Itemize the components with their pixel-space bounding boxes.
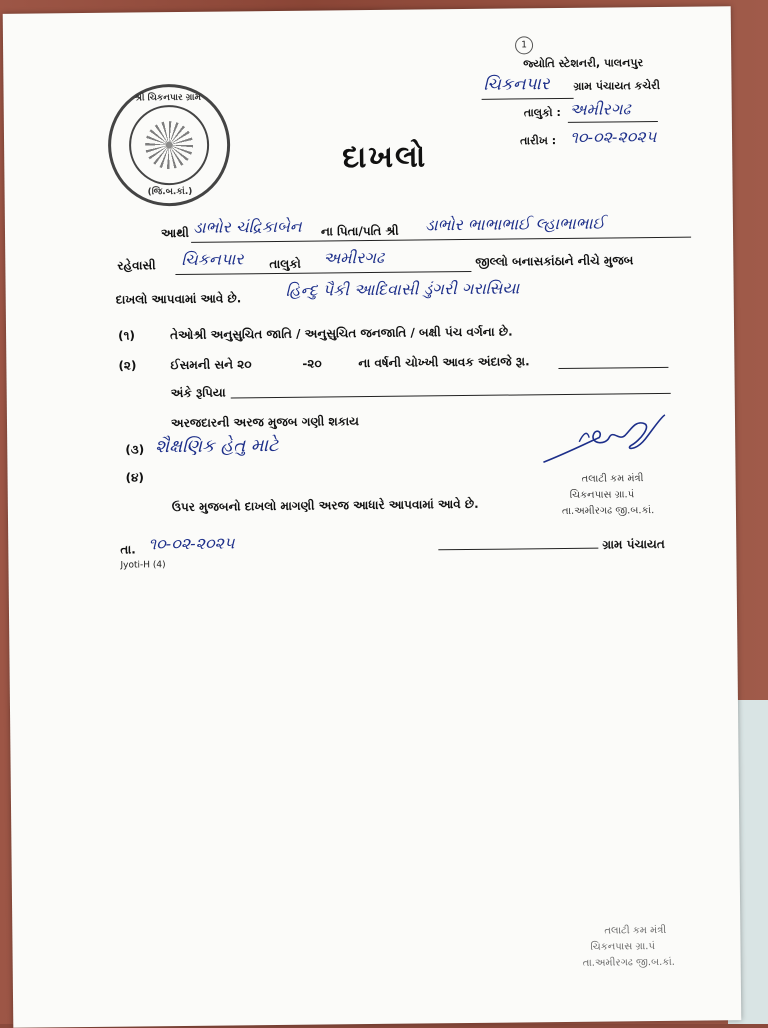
amount-in-words-label: અંકે રૂપિયા [170,385,226,401]
signatory-line-3: તા.અમીરગઢ જી.બ.કાં. [561,505,655,518]
issued-text: ઉપર મુજબનો દાખલો માગણી અરજ આધારે આપવામાં આવે છે. [171,496,479,515]
stationery-name: જ્યોતિ સ્ટેશનરી, પાલનપુર [523,56,644,71]
signatory-line-1: તલાટી કમ મંત્રી [581,473,644,485]
resident-handwritten: ચિકનપાર [181,249,244,269]
panchayat-line [438,548,598,551]
lower-signatory-line-1: તલાટી કમ મંત્રી [604,924,667,937]
page-number: 1 [515,36,533,54]
certificate-given-text: દાખલો આપવામાં આવે છે. [115,291,242,307]
purpose-handwritten: શૈક્ષણિક હેતુ માટે [155,434,279,458]
signatory-line-2: ચિકનપાસ ગ્રા.પં [569,489,635,501]
village-handwritten: ચિકનપાર [483,74,550,95]
date-handwritten: ૧૦-૦૨-૨૦૨૫ [569,127,657,147]
footer-date-handwritten: ૧૦-૦૨-૨૦૨૫ [148,533,235,554]
item-2-text-a: ઈસમની સને ૨૦ [170,357,252,373]
stamp-ring-top: શ્રી ચિકનપાર ગ્રામ [134,92,201,104]
amount-in-words-line [231,393,671,399]
item-1-text: તેઓશ્રી અનુસુચિત જાતિ / અનુસુચિત જનજાતિ / બક્ષી પંચ વર્ગના છે. [170,324,513,343]
applicant-name-handwritten: ડાભોર ચંદ્રિકાબેન [192,216,302,237]
item-2-number: (૨) [118,358,137,373]
lower-signatory-line-3: તા.અમીરગઢ જી.બ.કાં. [582,956,676,969]
gram-panchayat-office: ગ્રામ પંચાયત કચેરી [573,78,661,93]
form-code: Jyoti-H (4) [120,560,166,571]
item-2-text-b: -૨૦ [302,356,322,371]
body-prefix: આથી [160,225,189,241]
item-4-number: (૪) [125,470,145,485]
footer-date-label: તા. [120,542,136,557]
stamp-ring-bottom: (જિ.બ.કાં.) [147,186,193,198]
resident-label: રહેવાસી [117,258,156,273]
item-1-number: (૧) [118,328,136,343]
item-3-number: (૩) [125,442,145,457]
name-line [191,237,691,243]
relation-label: ના પિતા/પતિ શ્રી [320,223,399,239]
district-text: જીલ્લો બનાસકાંઠાને નીચે મુજબ [475,253,634,269]
village-line [482,98,574,100]
taluka-label: તાલુકો : [523,106,561,120]
income-line [558,367,668,369]
gram-panchayat-label: ગ્રામ પંચાયત [602,536,665,552]
date-label: તારીખ : [520,134,557,148]
lower-signatory-line-2: ચિકનપાસ ગ્રા.પં [590,941,655,953]
page-title: દાખલો [342,139,428,176]
taluka-line [568,121,658,123]
resident-line [175,271,471,275]
community-handwritten: હિન્દુ પૈકી આદિવાસી ડુંગરી ગરાસિયા [285,278,520,300]
stamp-emblem-icon [145,121,194,170]
item-2-text-c: ના વર્ષની ચોખ્ખી આવક અંદાજે રૂા. [358,354,530,371]
certificate-paper [3,6,742,1028]
body-taluka-label: તાલુકો [269,256,301,272]
relation-name-handwritten: ડાભોર ભાભાભાઈ લ્હાભાભાઈ [424,213,605,235]
body-taluka-handwritten: અમીરગઢ [323,247,385,268]
signature-icon [539,411,670,472]
applicant-request-text: અરજદારની અરજ મુજબ ગણી શકાય [170,414,360,431]
official-stamp [107,83,230,206]
taluka-handwritten: અમીરગઢ [569,99,631,119]
